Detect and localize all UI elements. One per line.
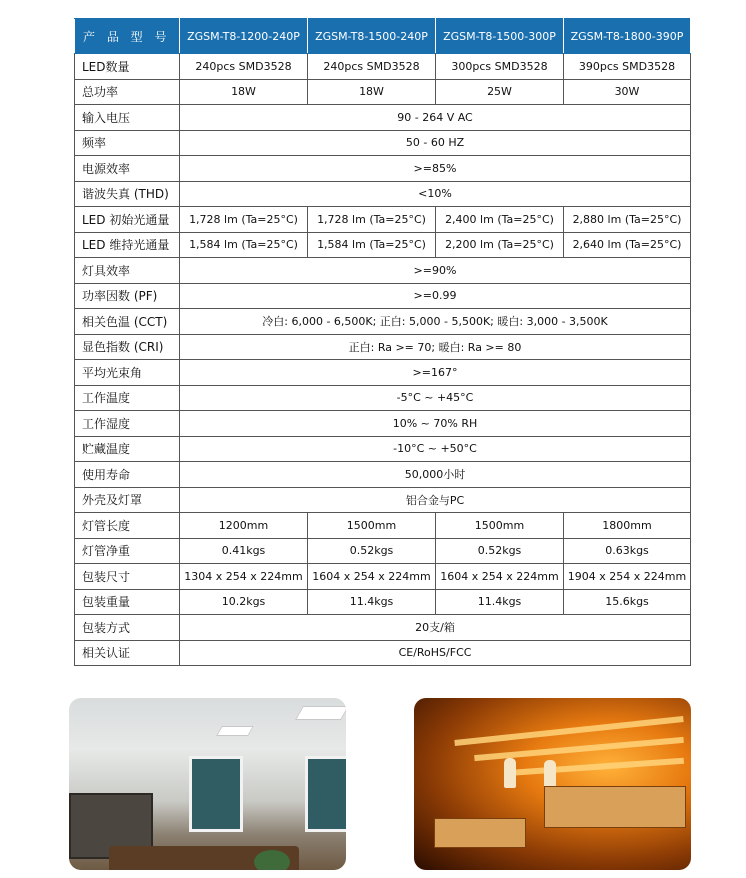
row-value: >=0.99	[180, 283, 691, 309]
row-value: 20支/箱	[180, 615, 691, 641]
spec-row	[75, 156, 691, 182]
ceiling-light	[295, 706, 346, 720]
row-value: 2,200 lm (Ta=25°C)	[436, 232, 564, 258]
row-value: -10°C ~ +50°C	[180, 436, 691, 462]
row-value: 11.4kgs	[308, 589, 436, 615]
spec-row	[75, 334, 691, 360]
row-value: 25W	[436, 79, 564, 105]
row-value: 铝合金与PC	[180, 487, 691, 513]
spec-row	[75, 564, 691, 590]
spec-row	[75, 105, 691, 131]
workbench	[544, 786, 686, 828]
row-label: 谐波失真 (THD)	[75, 181, 180, 207]
row-label: 包装尺寸	[75, 564, 180, 590]
spec-row	[75, 462, 691, 488]
row-label: 总功率	[75, 79, 180, 105]
spec-row	[75, 360, 691, 386]
row-label: 灯具效率	[75, 258, 180, 284]
row-label: 显色指数 (CRI)	[75, 334, 180, 360]
row-label: 电源效率	[75, 156, 180, 182]
row-label: 包装重量	[75, 589, 180, 615]
row-label: 工作湿度	[75, 411, 180, 437]
spec-row	[75, 487, 691, 513]
row-label: 频率	[75, 130, 180, 156]
spec-row	[75, 207, 691, 233]
row-label: 相关认证	[75, 640, 180, 666]
row-label: 灯管长度	[75, 513, 180, 539]
row-value: 1,728 lm (Ta=25°C)	[308, 207, 436, 233]
row-value: 1304 x 254 x 224mm	[180, 564, 308, 590]
row-value: -5°C ~ +45°C	[180, 385, 691, 411]
model-header: ZGSM-T8-1500-300P	[436, 19, 564, 54]
row-value: 1904 x 254 x 224mm	[564, 564, 691, 590]
row-value: 1,728 lm (Ta=25°C)	[180, 207, 308, 233]
row-label: 功率因数 (PF)	[75, 283, 180, 309]
row-value: 240pcs SMD3528	[308, 54, 436, 80]
row-value: 1,584 lm (Ta=25°C)	[180, 232, 308, 258]
row-value: 冷白: 6,000 - 6,500K; 正白: 5,000 - 5,500K; 暖白: 3,000 - 3,500K	[180, 309, 691, 335]
header-label: 产 品 型 号	[75, 19, 180, 54]
row-value: 2,880 lm (Ta=25°C)	[564, 207, 691, 233]
worker	[504, 758, 516, 788]
row-value: 10% ~ 70% RH	[180, 411, 691, 437]
row-value: <10%	[180, 181, 691, 207]
spec-row	[75, 232, 691, 258]
row-value: CE/RoHS/FCC	[180, 640, 691, 666]
model-header: ZGSM-T8-1500-240P	[308, 19, 436, 54]
factory-photo	[414, 698, 691, 870]
row-value: 390pcs SMD3528	[564, 54, 691, 80]
row-value: 50,000小时	[180, 462, 691, 488]
spec-row	[75, 54, 691, 80]
plant	[254, 850, 290, 870]
row-value: 2,640 lm (Ta=25°C)	[564, 232, 691, 258]
row-label: 平均光束角	[75, 360, 180, 386]
window	[189, 756, 243, 832]
model-header: ZGSM-T8-1800-390P	[564, 19, 691, 54]
spec-row	[75, 615, 691, 641]
row-label: 使用寿命	[75, 462, 180, 488]
row-label: LED 初始光通量	[75, 207, 180, 233]
row-value: 1604 x 254 x 224mm	[436, 564, 564, 590]
row-label: LED 维持光通量	[75, 232, 180, 258]
spec-row	[75, 411, 691, 437]
row-value: 18W	[308, 79, 436, 105]
row-value: 2,400 lm (Ta=25°C)	[436, 207, 564, 233]
spec-row	[75, 309, 691, 335]
row-value: 11.4kgs	[436, 589, 564, 615]
spec-row	[75, 513, 691, 539]
row-value: 0.41kgs	[180, 538, 308, 564]
row-value: >=167°	[180, 360, 691, 386]
office-photo	[69, 698, 346, 870]
row-value: 10.2kgs	[180, 589, 308, 615]
spec-row	[75, 79, 691, 105]
model-header: ZGSM-T8-1200-240P	[180, 19, 308, 54]
header-row	[75, 19, 691, 54]
row-label: 输入电压	[75, 105, 180, 131]
row-value: 15.6kgs	[564, 589, 691, 615]
spec-row	[75, 589, 691, 615]
window	[305, 756, 346, 832]
row-value: 正白: Ra >= 70; 暖白: Ra >= 80	[180, 334, 691, 360]
spec-row	[75, 538, 691, 564]
spec-row	[75, 283, 691, 309]
row-value: 50 - 60 HZ	[180, 130, 691, 156]
spec-row	[75, 130, 691, 156]
spec-row	[75, 436, 691, 462]
row-label: 相关色温 (CCT)	[75, 309, 180, 335]
row-value: 300pcs SMD3528	[436, 54, 564, 80]
row-value: 1500mm	[436, 513, 564, 539]
row-value: 0.52kgs	[436, 538, 564, 564]
spec-row	[75, 181, 691, 207]
workbench	[434, 818, 526, 848]
row-label: 贮藏温度	[75, 436, 180, 462]
row-value: 0.52kgs	[308, 538, 436, 564]
row-value: 90 - 264 V AC	[180, 105, 691, 131]
row-label: 包装方式	[75, 615, 180, 641]
spec-table	[74, 18, 691, 666]
row-value: 240pcs SMD3528	[180, 54, 308, 80]
row-label: 灯管净重	[75, 538, 180, 564]
row-label: 外壳及灯罩	[75, 487, 180, 513]
row-value: >=85%	[180, 156, 691, 182]
row-value: 30W	[564, 79, 691, 105]
spec-row	[75, 258, 691, 284]
row-value: >=90%	[180, 258, 691, 284]
row-value: 1604 x 254 x 224mm	[308, 564, 436, 590]
row-label: LED数量	[75, 54, 180, 80]
spec-body	[75, 54, 691, 666]
row-value: 0.63kgs	[564, 538, 691, 564]
light-beam	[504, 758, 684, 777]
row-value: 1500mm	[308, 513, 436, 539]
spec-row	[75, 640, 691, 666]
row-value: 1,584 lm (Ta=25°C)	[308, 232, 436, 258]
row-value: 1800mm	[564, 513, 691, 539]
row-value: 1200mm	[180, 513, 308, 539]
row-label: 工作温度	[75, 385, 180, 411]
spec-row	[75, 385, 691, 411]
row-value: 18W	[180, 79, 308, 105]
ceiling-light	[216, 726, 254, 736]
